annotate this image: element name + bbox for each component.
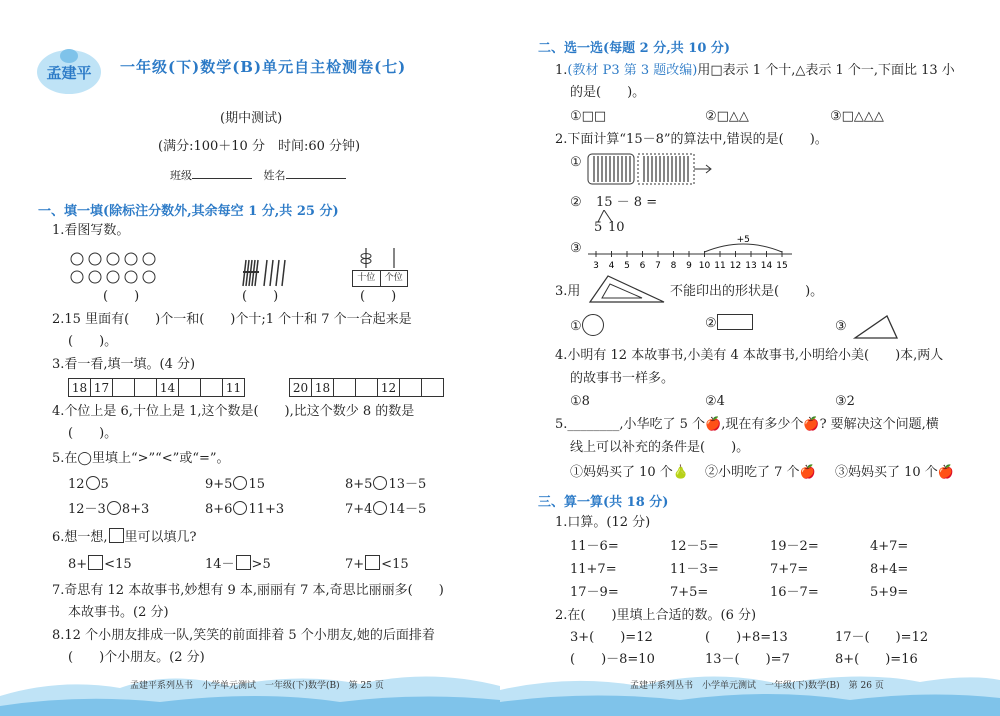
- number-line-label: 11: [714, 261, 726, 271]
- r-q4-opt3[interactable]: ③2: [835, 394, 855, 409]
- number-line-label: 4: [608, 261, 615, 271]
- calc-item[interactable]: 7+7=: [770, 562, 809, 577]
- seq1-cell: 14: [157, 379, 179, 397]
- calc-item[interactable]: 11－3=: [670, 562, 719, 577]
- score-info: (满分:100＋10 分 时间:60 分钟): [158, 139, 361, 154]
- abacus-tens-label: 十位: [353, 271, 381, 286]
- exam-title: 一年级(下)数学(B)单元自主检测卷(七): [120, 58, 407, 76]
- r-q2-expr: 15 － 8 =: [596, 195, 658, 210]
- r-q4-opt1[interactable]: ①8: [570, 394, 590, 409]
- r-q1-option-a[interactable]: ①□□: [570, 109, 607, 124]
- seq1-cell: 11: [223, 379, 245, 397]
- answer-box[interactable]: [88, 555, 103, 570]
- q1-text: 1.看图写数。: [52, 223, 130, 238]
- seq2-cell: 12: [378, 379, 400, 397]
- seq2-cell[interactable]: [356, 379, 378, 397]
- seq1-cell: 18: [69, 379, 91, 397]
- right-page: [500, 0, 1000, 716]
- number-line-label: 15: [776, 261, 788, 271]
- r-q1-line2: 的是( )。: [570, 85, 646, 100]
- q6-item: 8+ <15: [68, 557, 132, 572]
- r-q5-line1: 5.________,小华吃了 5 个🍎,现在有多少个🍎? 要解决这个问题,横: [555, 417, 939, 432]
- exam-subtitle: (期中测试): [220, 111, 283, 126]
- q2-line2: ( )。: [68, 334, 118, 349]
- compare-circle[interactable]: [86, 476, 100, 490]
- r-q3-pre: 3.用: [555, 284, 581, 299]
- seq2-cell[interactable]: [422, 379, 444, 397]
- r-q2-opt2-label[interactable]: ②: [570, 195, 582, 210]
- r-q5-opt1[interactable]: ①妈妈买了 10 个🍐: [570, 465, 689, 480]
- sequence-table-2: [289, 378, 444, 397]
- footer-text: 孟建平系列丛书 小学单元测试 一年级(下)数学(B) 第 25 页: [130, 681, 384, 691]
- number-line-label: 14: [760, 261, 773, 271]
- number-line-label: 12: [729, 261, 742, 271]
- q4-line1: 4.个位上是 6,十位上是 1,这个数是( ),比这个数少 8 的数是: [52, 404, 415, 419]
- compare-circle[interactable]: [107, 501, 121, 515]
- number-line-label: 10: [698, 261, 711, 271]
- name-blank[interactable]: [286, 178, 346, 179]
- jump-arc: [705, 244, 783, 252]
- q5-item: 9+5 15: [205, 477, 265, 492]
- logo-text: 孟建平: [46, 64, 92, 82]
- class-label: 班级: [170, 169, 192, 182]
- r-q2-split-a: 5: [594, 220, 603, 235]
- r-q2-opt1-label[interactable]: ①: [570, 155, 582, 170]
- q7-line2: 本故事书。(2 分): [68, 605, 169, 620]
- seq1-cell[interactable]: [201, 379, 223, 397]
- calc-item[interactable]: 5+9=: [870, 585, 909, 600]
- q5-item: 8+6 11+3: [205, 502, 285, 517]
- q1-blank-apples[interactable]: ( ): [103, 289, 140, 304]
- r-q3-opt3[interactable]: ③: [835, 314, 901, 340]
- calc-item[interactable]: 11－6=: [570, 539, 619, 554]
- seq1-cell: 17: [91, 379, 113, 397]
- compare-circle[interactable]: [373, 501, 387, 515]
- calc-item[interactable]: 12－5=: [670, 539, 719, 554]
- section1-title: 一、填一填(除标注分数外,其余每空 1 分,共 25 分): [38, 204, 339, 219]
- fill-item[interactable]: 8+( )=16: [835, 652, 918, 667]
- q4-line2: ( )。: [68, 426, 118, 441]
- number-line: [586, 232, 792, 274]
- number-line-label: 9: [686, 261, 692, 271]
- class-name-line: [170, 167, 346, 185]
- circle-shape-icon: [582, 314, 604, 336]
- q5-text: 5.在◯里填上“>”“<”或“=”。: [52, 451, 230, 466]
- r-q2-opt3-label[interactable]: ③: [570, 241, 582, 256]
- sticks-picture: [240, 258, 290, 288]
- r-q4-line1: 4.小明有 12 本故事书,小美有 4 本故事书,小明给小美( )本,两人: [555, 348, 944, 363]
- compare-circle[interactable]: [373, 476, 387, 490]
- r-q1-line1: 1.(教材 P3 第 3 题改编)用□表示 1 个十,△表示 1 个一,下面比 13 小: [555, 63, 955, 78]
- mengjianping-logo: [35, 42, 103, 98]
- abacus-picture: [350, 248, 410, 268]
- r-q1-option-b[interactable]: ②□△△: [705, 109, 749, 124]
- q7-line1: 7.奇思有 12 本故事书,妙想有 9 本,丽丽有 7 本,奇思比丽丽多( ): [52, 583, 444, 598]
- r-q1-option-c[interactable]: ③□△△△: [830, 109, 884, 124]
- seq2-cell: 18: [312, 379, 334, 397]
- r-q4-opt2[interactable]: ②4: [705, 394, 725, 409]
- q2-line1: 2.15 里面有( )个一和( )个十;1 个十和 7 个一合起来是: [52, 312, 412, 327]
- rectangle-shape-icon: [717, 314, 753, 330]
- q3-text: 3.看一看,填一填。(4 分): [52, 357, 196, 372]
- answer-box[interactable]: [236, 555, 251, 570]
- r-q5-line2: 线上可以补充的条件是( )。: [570, 440, 750, 455]
- seq2-cell: 20: [290, 379, 312, 397]
- number-line-label: 8: [670, 261, 677, 271]
- sticks-bundles-picture: [586, 152, 716, 186]
- q5-item: 7+4 14－5: [345, 502, 427, 517]
- seq1-cell[interactable]: [113, 379, 135, 397]
- section2-title: 二、选一选(每题 2 分,共 10 分): [538, 41, 731, 56]
- fill-item[interactable]: 13－( )=7: [705, 652, 790, 667]
- calc-item[interactable]: 7+5=: [670, 585, 709, 600]
- blank-box-icon: [109, 528, 124, 543]
- q6-item: 7+ <15: [345, 557, 409, 572]
- calc-item[interactable]: 16－7=: [770, 585, 819, 600]
- r-q5-opt3[interactable]: ③妈妈买了 10 个🍎: [835, 465, 954, 480]
- q8-line2: ( )个小朋友。(2 分): [68, 650, 205, 665]
- q6-item: 14－ >5: [205, 557, 271, 572]
- triangle-shape-icon: [851, 314, 901, 340]
- footer-text: 孟建平系列丛书 小学单元测试 一年级(下)数学(B) 第 26 页: [630, 681, 884, 691]
- name-label: 姓名: [263, 169, 286, 182]
- section3-title: 三、算一算(共 18 分): [538, 495, 669, 510]
- sequence-table-1: [68, 378, 245, 397]
- compare-circle[interactable]: [233, 501, 247, 515]
- seq1-cell[interactable]: [179, 379, 201, 397]
- fill-item[interactable]: 17－( )=12: [835, 630, 929, 645]
- answer-box[interactable]: [365, 555, 380, 570]
- q5-item: 8+5 13－5: [345, 477, 427, 492]
- r-q4-line2: 的故事书一样多。: [570, 371, 675, 386]
- r-q3-post: 不能印出的形状是( )。: [670, 284, 824, 299]
- calc-item[interactable]: 19－2=: [770, 539, 819, 554]
- r-q3-opt1[interactable]: ①: [570, 314, 604, 336]
- seq2-cell[interactable]: [400, 379, 422, 397]
- calc-item[interactable]: 17－9=: [570, 585, 619, 600]
- r-q31-text: 1.口算。(12 分): [555, 515, 651, 530]
- seq1-cell[interactable]: [135, 379, 157, 397]
- number-line-label: 13: [745, 261, 757, 271]
- q1-blank-sticks[interactable]: ( ): [242, 289, 279, 304]
- r-q2-text: 2.下面计算“15－8”的算法中,错误的是( )。: [555, 132, 828, 147]
- r-q5-opt2[interactable]: ②小明吃了 7 个🍎: [705, 465, 816, 480]
- q1-source-note: (教材 P3 第 3 题改编): [567, 63, 698, 78]
- q6-text: 6.想一想, 里可以填几?: [52, 530, 197, 545]
- r-q32-text: 2.在( )里填上合适的数。(6 分): [555, 608, 757, 623]
- fill-item[interactable]: 3+( )=12: [570, 630, 653, 645]
- q5-item: 12－3 8+3: [68, 502, 150, 517]
- q1-blank-abacus[interactable]: ( ): [360, 289, 397, 304]
- number-line-label: 3: [593, 261, 599, 271]
- apples-picture: [68, 250, 160, 288]
- calc-item[interactable]: 4+7=: [870, 539, 909, 554]
- fill-item[interactable]: ( )－8=10: [570, 652, 655, 667]
- compare-circle[interactable]: [233, 476, 247, 490]
- calc-item[interactable]: 8+4=: [870, 562, 909, 577]
- set-square-icon: [588, 274, 668, 304]
- class-blank[interactable]: [192, 178, 252, 179]
- calc-item[interactable]: 11+7=: [570, 562, 617, 577]
- fill-item[interactable]: ( )+8=13: [705, 630, 788, 645]
- r-q3-opt2[interactable]: ②: [705, 314, 753, 333]
- number-line-label: 6: [639, 261, 646, 271]
- abacus-ones-label: 个位: [384, 273, 403, 283]
- q5-item: 12 5: [68, 477, 109, 492]
- number-line-label: 7: [655, 261, 661, 271]
- r-q2-split-b: 10: [608, 220, 625, 235]
- number-line-label: 5: [624, 261, 630, 271]
- q8-line1: 8.12 个小朋友排成一队,笑笑的前面排着 5 个小朋友,她的后面排着: [52, 628, 435, 643]
- abacus-base: [352, 270, 408, 287]
- seq2-cell[interactable]: [334, 379, 356, 397]
- jump-label: +5: [736, 235, 750, 245]
